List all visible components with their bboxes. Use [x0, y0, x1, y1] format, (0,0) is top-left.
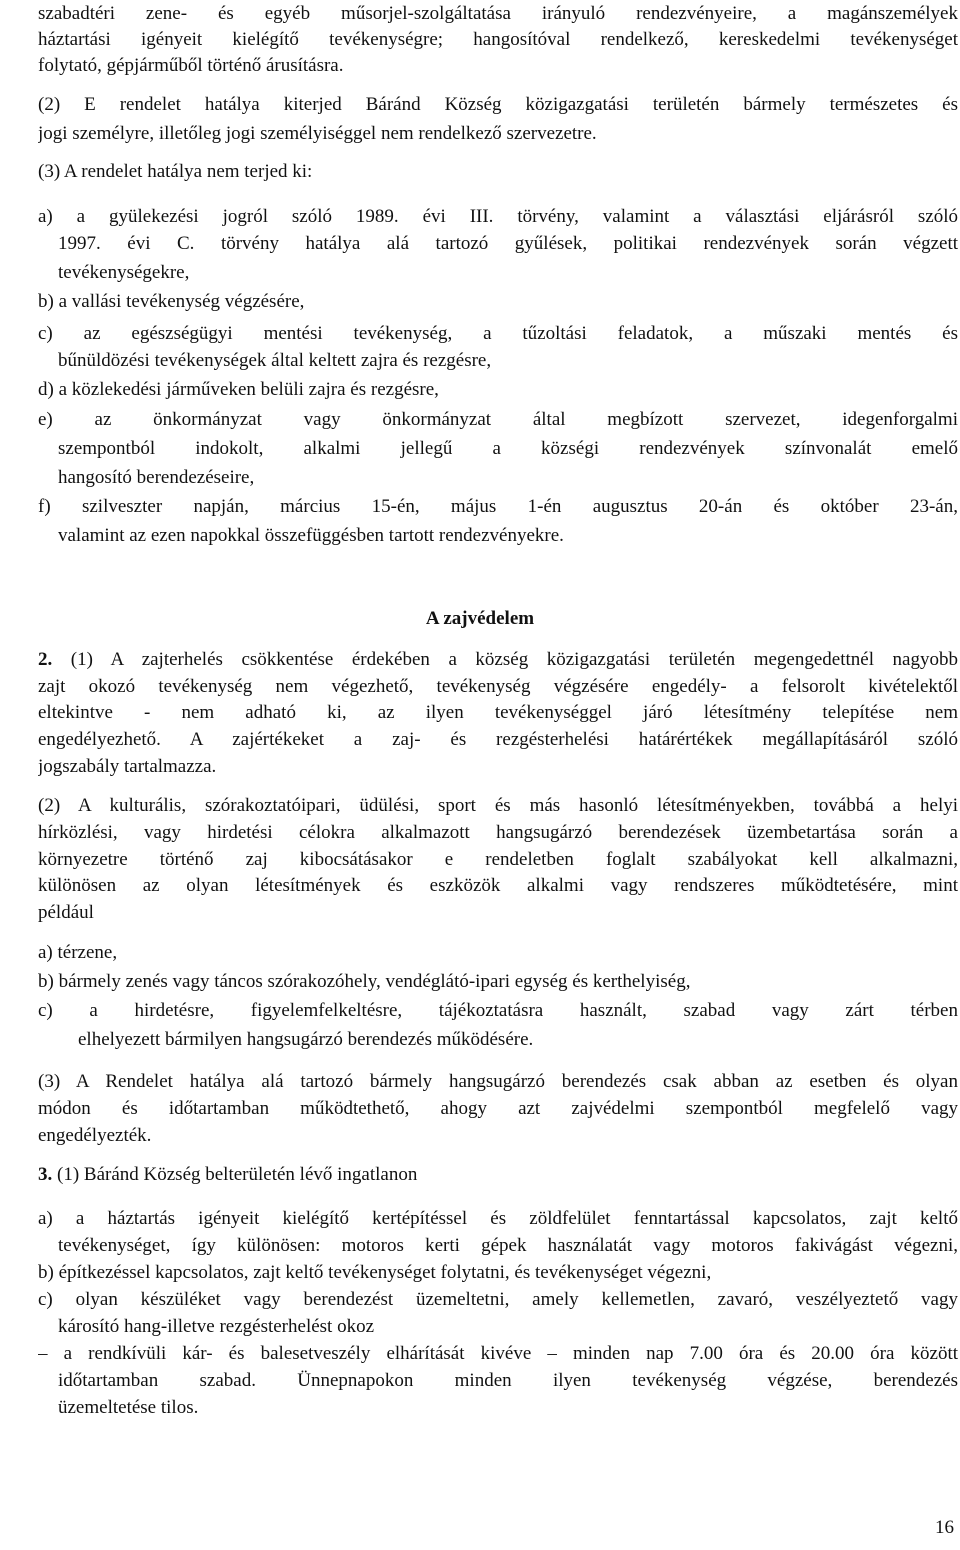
page-number: 16 [935, 1517, 954, 1538]
text-line: (3) A Rendelet hatálya alá tartozó bármely hangsugárzó berendezés csak abban az esetben és olyan [38, 1071, 958, 1092]
text-line [38, 1161, 958, 1189]
text-line: hírközlési, vagy hirdetési célokra alkalmazott hangsugárzó berendezések üzembetartása során a [38, 822, 958, 843]
list-item-line: szempontból indokolt, alkalmi jellegű a községi rendezvények színvonalát emelő [58, 438, 958, 459]
list-item-line: c) a hirdetésre, figyelemfelkeltésre, tájékoztatásra használt, szabad vagy zárt térben [38, 1000, 958, 1021]
text-line: jogszabály tartalmazza. [38, 756, 217, 777]
list-item-line: c) az egészségügyi mentési tevékenység, a tűzoltási feladatok, a műszaki mentés és [38, 323, 958, 344]
text-line: környezetre történő zaj kibocsátásakor e rendeletben foglalt szabályokat kell alkalmazni, [38, 849, 958, 870]
list-item-line: valamint az ezen napokkal összefüggésben tartott rendezvényekre. [58, 525, 564, 546]
text-line: különösen az olyan létesítmények és eszközök alkalmi vagy rendszeres működtetésére, mint [38, 875, 958, 896]
text-line [38, 646, 958, 674]
text-line: zajt okozó tevékenység nem végezhető, tevékenység végzésére engedély- a felsorolt kivételektől [38, 676, 958, 697]
list-item-line: tevékenységet, így különösen: motoros kerti gépek használatát vagy motoros fakivágást végezni, [58, 1235, 958, 1256]
list-item-line: a) térzene, [38, 942, 118, 963]
text-line: folytató, gépjárműből történő árusításra. [38, 55, 344, 76]
section-number: 2. [38, 649, 53, 670]
list-item-line: b) a vallási tevékenység végzésére, [38, 291, 305, 312]
text-line: módon és időtartamban működtethető, ahogy azt zajvédelmi szempontból megfelelő vagy [38, 1098, 958, 1119]
text-line: szabadtéri zene- és egyéb műsorjel-szolgáltatása irányuló rendezvényeire, a magánszemélyek [38, 3, 958, 24]
text-line: például [38, 902, 94, 923]
section-heading: A zajvédelem [425, 608, 535, 629]
list-item-line: a) a háztartás igényeit kielégítő kertépítéssel és zöldfelület fenntartással kapcsolatos, zajt keltő [38, 1208, 958, 1229]
list-item-line: 1997. évi C. törvény hatálya alá tartozó gyűlések, politikai rendezvények során végzett [58, 233, 958, 254]
list-item-line: f) szilveszter napján, március 15-én, május 1-én augusztus 20-án és október 23-án, [38, 496, 958, 517]
list-item-line: a) a gyülekezési jogról szóló 1989. évi III. törvény, valamint a választási eljárásról szóló [38, 206, 958, 227]
list-item-line: b) építkezéssel kapcsolatos, zajt keltő tevékenységet folytatni, és tevékenységet végezni, [38, 1262, 712, 1283]
text-line: üzemeltetése tilos. [58, 1397, 199, 1418]
section-text: (1) A zajterhelés csökkentése érdekében a község közigazgatási területén megengedettnél nagyobb [52, 649, 958, 670]
list-item-line: bűnüldözési tevékenységek által keltett zajra és rezgésre, [58, 350, 492, 371]
list-item-line: károsító hang-illetve rezgésterhelést okoz [58, 1316, 375, 1337]
list-item-line: hangosító berendezéseire, [58, 467, 255, 488]
text-line: eltekintve - nem adható ki, az ilyen tevékenységgel járó létesítmény telepítése nem [38, 702, 958, 723]
section-number: 3. [38, 1164, 53, 1185]
list-item-line: b) bármely zenés vagy táncos szórakozóhely, vendéglátó-ipari egység és kerthelyiség, [38, 971, 691, 992]
list-item-line: d) a közlekedési járműveken belüli zajra és rezgésre, [38, 379, 439, 400]
text-line: engedélyezhető. A zajértékeket a zaj- és rezgésterhelési határértékek megállapításáról szóló [38, 729, 958, 750]
text-line: – a rendkívüli kár- és balesetveszély elhárítását kivéve – minden nap 7.00 óra és 20.00 óra között [38, 1343, 958, 1364]
text-line: (2) A kulturális, szórakoztatóipari, üdülési, sport és más hasonló létesítményekben, továbbá a helyi [38, 795, 958, 816]
section-text: (1) Báránd Község belterületén lévő ingatlanon [52, 1164, 418, 1185]
text-line: (2) E rendelet hatálya kiterjed Báránd Község közigazgatási területén bármely természetes és [38, 94, 958, 115]
text-line: jogi személyre, illetőleg jogi személyiséggel nem rendelkező szervezetre. [38, 123, 597, 144]
text-line: engedélyezték. [38, 1125, 152, 1146]
list-item-line: c) olyan készüléket vagy berendezést üzemeltetni, amely kellemetlen, zavaró, veszélyeztető vagy [38, 1289, 958, 1310]
list-item-line: e) az önkormányzat vagy önkormányzat által megbízott szervezet, idegenforgalmi [38, 409, 958, 430]
text-line: (3) A rendelet hatálya nem terjed ki: [38, 161, 313, 182]
list-item-line: elhelyezett bármilyen hangsugárzó berendezés működésére. [78, 1029, 534, 1050]
list-item-line: tevékenységekre, [58, 262, 190, 283]
text-line: háztartási igényeit kielégítő tevékenységre; hangosítóval rendelkező, kereskedelmi tevékenységet [38, 29, 958, 50]
text-line: időtartamban szabad. Ünnepnapokon minden ilyen tevékenység végzése, berendezés [58, 1370, 958, 1391]
